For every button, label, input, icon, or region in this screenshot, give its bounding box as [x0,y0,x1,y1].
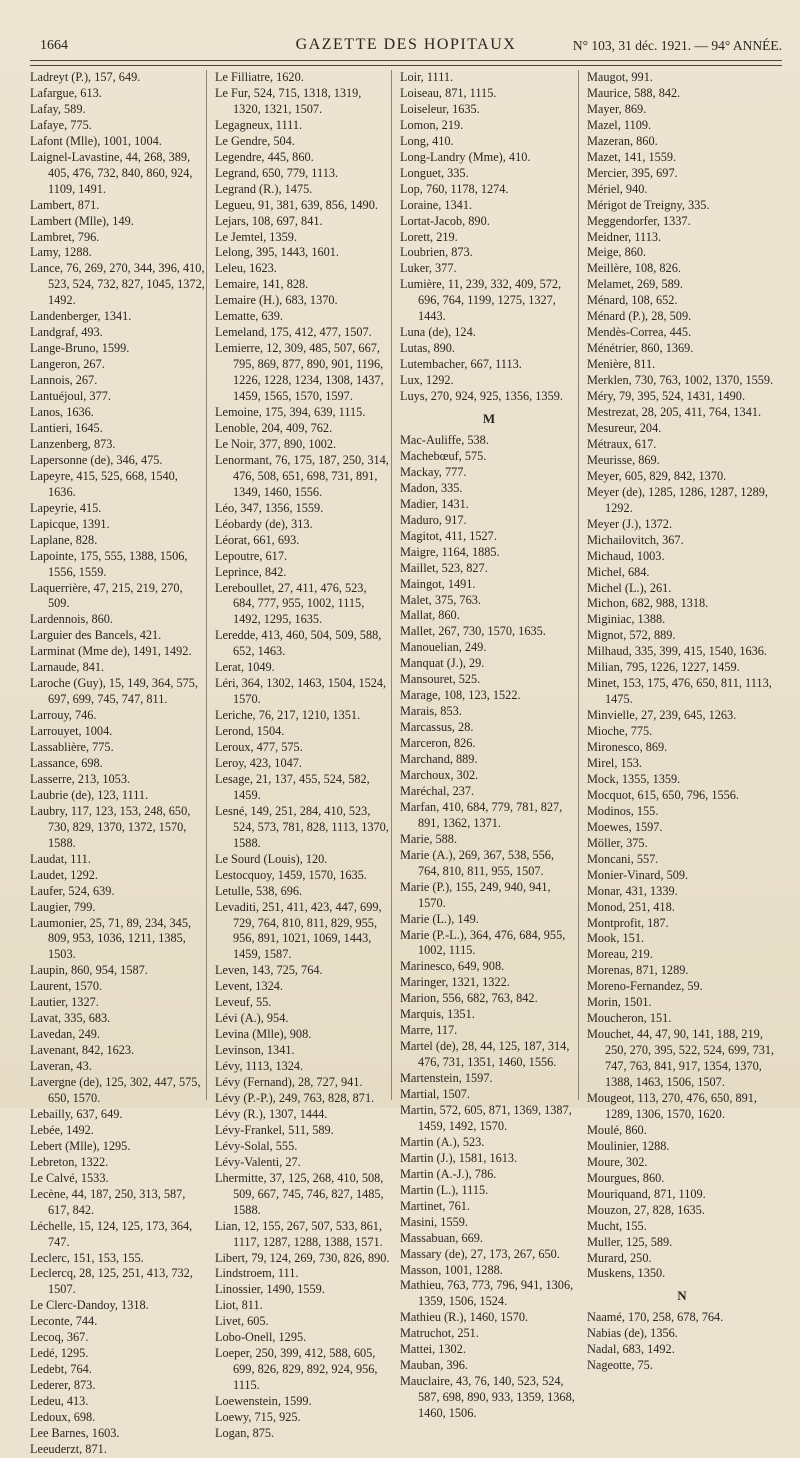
index-entry: Mac-Auliffe, 538. [400,432,489,447]
index-entry: Mériel, 940. [587,181,648,196]
index-entry: Martial, 1507. [400,1087,471,1102]
index-entry: Lévy, 1113, 1324. [215,1059,304,1074]
index-entry: Martin (A.-J.), 786. [400,1166,497,1181]
index-entry: Lereboullet, 27, 411, 476, 523, 684, 777, 955, 1002, 1115, 1492, 1295, 1635. [215,580,367,627]
index-entry: Möller, 375. [587,835,648,850]
index-entry: Lematte, 639. [215,309,283,324]
index-entry: Lebée, 1492. [30,1122,94,1137]
index-entry: Loubrien, 873. [400,245,473,260]
index-entry: Martin (L.), 1115. [400,1182,489,1197]
index-entry: Nabias (de), 1356. [587,1326,678,1341]
index-entry: Lebailly, 637, 649. [30,1106,123,1121]
index-entry: Ledoux, 698. [30,1410,96,1425]
index-column-3 [400,70,579,1421]
index-entry: Lévy-Valenti, 27. [215,1154,301,1169]
index-entry: Léobardy (de), 313. [215,516,313,531]
index-entry: Malet, 375, 763. [400,592,481,607]
index-entry: Marie (A.), 269, 367, 538, 556, 764, 810, 811, 955, 1507. [400,847,555,878]
section-letter: M [482,411,496,427]
index-entry: Meyer, 605, 829, 842, 1370. [587,468,727,483]
index-entry: Linossier, 1490, 1559. [215,1282,325,1297]
index-entry: Mattei, 1302. [400,1342,466,1357]
index-entry: Leprince, 842. [215,564,287,579]
index-entry: Legrand (R.), 1475. [215,181,313,196]
index-entry: Minvielle, 27, 239, 645, 1263. [587,708,737,723]
index-entry: Léri, 364, 1302, 1463, 1504, 1524, 1570. [215,676,387,707]
index-entry: Lavedan, 249. [30,1027,100,1042]
index-entry: Monod, 251, 418. [587,899,675,914]
index-entry: Martin, 572, 605, 871, 1369, 1387, 1459, 1492, 1570. [400,1103,572,1133]
index-entry: Lhermitte, 37, 125, 268, 410, 508, 509, 667, 745, 746, 827, 1485, 1588. [215,1170,384,1217]
index-entry: Mauban, 396. [400,1358,468,1373]
index-entry: Ledé, 1295. [30,1346,89,1361]
index-entry: Lobo-Onell, 1295. [215,1330,307,1345]
index-entry: Marais, 853. [400,704,462,719]
index-entry: Martin (J.), 1581, 1613. [400,1150,518,1165]
index-entry: Modinos, 155. [587,803,659,818]
index-entry: Mérigot de Treigny, 335. [587,197,710,212]
index-entry: Meyer (de), 1285, 1286, 1287, 1289, 1292. [587,484,769,515]
index-entry: Laurent, 1570. [30,979,103,994]
index-entry: Larnaude, 841. [30,660,105,675]
index-entry: Lemaire, 141, 828. [215,277,309,292]
index-entry: Legueu, 91, 381, 639, 856, 1490. [215,197,378,212]
index-entry: Marie (L.), 149. [400,911,479,926]
index-entry: Maigre, 1164, 1885. [400,544,500,559]
index-entry: Marie, 588. [400,831,458,846]
index-entry: Muller, 125, 589. [587,1234,673,1249]
index-entry: Ledebt, 764. [30,1362,92,1377]
index-entry: Laroche (Guy), 15, 149, 364, 575, 697, 699, 745, 747, 811. [30,676,199,707]
index-entry: Michaud, 1003. [587,548,665,563]
index-entry: Magitot, 411, 1527. [400,528,497,543]
index-entry: Menière, 811. [587,357,656,372]
index-entry: Lenoble, 204, 409, 762. [215,420,333,435]
index-entry: Lecène, 44, 187, 250, 313, 587, 617, 842. [30,1186,186,1217]
index-entry: Leroy, 423, 1047. [215,755,302,770]
index-entry: Laquerrière, 47, 215, 219, 270, 509. [30,580,183,611]
index-entry: Murard, 250. [587,1250,652,1265]
index-entry: Lavat, 335, 683. [30,1011,111,1026]
index-entry: Lapointe, 175, 555, 1388, 1506, 1556, 1559. [30,548,188,579]
index-entry: Leredde, 413, 460, 504, 509, 588, 652, 1463. [215,628,382,659]
index-entry: Luys, 270, 924, 925, 1356, 1359. [400,389,563,404]
issue-info: N° 103, 31 déc. 1921. — 94° ANNÉE. [572,38,782,53]
index-entry: Lévi (A.), 954. [215,1011,289,1026]
index-entry: Masson, 1001, 1288. [400,1262,503,1277]
index-entry: Lantuéjoul, 377. [30,389,111,404]
index-entry: Marchoux, 302. [400,767,479,782]
index-entry: Minet, 153, 175, 476, 650, 811, 1113, 1475. [587,676,772,707]
index-entry: Langeron, 267. [30,357,105,372]
index-entry: Lafay, 589. [30,101,86,116]
index-entry: Mackay, 777. [400,464,467,479]
index-entry: Leclerc, 151, 153, 155. [30,1250,144,1265]
index-entry: Mallat, 860. [400,608,460,623]
index-entry: Lévy-Frankel, 511, 589. [215,1122,334,1137]
index-entry: Meyer (J.), 1372. [587,516,673,531]
index-entry: Lambert (Mlle), 149. [30,213,134,228]
index-entry: Maurice, 588, 842. [587,85,681,100]
index-entry: Lenormant, 76, 175, 187, 250, 314, 476, 508, 651, 698, 731, 891, 1349, 1460, 1556. [215,452,389,499]
index-entry: Moreau, 219. [587,947,653,962]
index-entry: Leveuf, 55. [215,995,272,1010]
index-entry: Lemierre, 12, 309, 485, 507, 667, 795, 869, 877, 890, 901, 1196, 1226, 1228, 1234, 1308, 1437, 1459, 1565, 1570, 1597. [215,341,384,404]
index-entry: Libert, 79, 124, 269, 730, 826, 890. [215,1250,390,1265]
index-entry: Lejars, 108, 697, 841. [215,213,323,228]
index-entry: Lemaire (H.), 683, 1370. [215,293,338,308]
index-entry: Lafont (Mlle), 1001, 1004. [30,133,162,148]
index-entry: Larguier des Bancels, 421. [30,628,162,643]
index-entry: Lautier, 1327. [30,995,99,1010]
index-entry: Laplane, 828. [30,532,98,547]
index-entry: Laveran, 43. [30,1059,92,1074]
index-entry: Lutembacher, 667, 1113. [400,357,522,372]
index-entry: Lemoine, 175, 394, 639, 1115. [215,405,366,420]
index-entry: Landenberger, 1341. [30,309,132,324]
index-entry: Mirel, 153. [587,755,642,770]
index-entry: Long-Landry (Mme), 410. [400,149,531,164]
index-entry: Mesureur, 204. [587,420,662,435]
index-entry: Lassance, 698. [30,755,103,770]
index-entry: Legendre, 445, 860. [215,149,314,164]
index-entry: Larminat (Mme de), 1491, 1492. [30,644,192,659]
index-entry: Marie (P.-L.), 364, 476, 684, 955, 1002, 1115. [400,927,566,958]
index-entry: Mougeot, 113, 270, 476, 650, 891, 1289, 1306, 1570, 1620. [587,1091,757,1121]
index-entry: Laubry, 117, 123, 153, 248, 650, 730, 829, 1370, 1372, 1570, 1588. [30,803,191,850]
index-entry: Mauclaire, 43, 76, 140, 523, 524, 587, 698, 890, 933, 1359, 1368, 1460, 1506. [400,1374,575,1421]
index-entry: Loiseau, 871, 1115. [400,85,497,100]
index-entry: Martenstein, 1597. [400,1071,493,1086]
index-entry: Naamé, 170, 258, 678, 764. [587,1310,724,1325]
index-entry: Mallet, 267, 730, 1570, 1635. [400,624,546,639]
index-entry: Mocquot, 615, 650, 796, 1556. [587,787,739,802]
index-entry: Letulle, 538, 696. [215,883,303,898]
index-entry: Laugier, 799. [30,899,96,914]
index-entry: Marcassus, 28. [400,720,474,735]
index-entry: Laudet, 1292. [30,867,98,882]
index-entry: Legrand, 650, 779, 1113. [215,165,339,180]
index-entry: Miginiac, 1388. [587,612,666,627]
index-entry: Lorett, 219. [400,229,458,244]
index-entry: Moulé, 860. [587,1122,647,1137]
index-entry: Marie (P.), 155, 249, 940, 941, 1570. [400,879,551,910]
index-entry: Mironesco, 869. [587,740,668,755]
index-entry: Lee Barnes, 1603. [30,1426,120,1441]
index-entry: Lepoutre, 617. [215,548,288,563]
index-entry: Logan, 875. [215,1426,275,1441]
index-entry: Méry, 79, 395, 524, 1431, 1490. [587,389,746,404]
index-entry: Laufer, 524, 639. [30,883,115,898]
index-entry: Martinet, 761. [400,1198,471,1213]
index-entry: Léorat, 661, 693. [215,532,300,547]
index-entry: Landgraf, 493. [30,325,103,340]
index-entry: Martin (A.), 523. [400,1134,485,1149]
index-entry: Martel (de), 28, 44, 125, 187, 314, 476, 731, 1351, 1460, 1556. [400,1039,570,1070]
index-entry: Marion, 556, 682, 763, 842. [400,991,538,1006]
index-entry: Marceron, 826. [400,736,476,751]
index-entry: Maillet, 523, 827. [400,560,488,575]
index-entry: Meurisse, 869. [587,452,660,467]
index-entry: Le Gendre, 504. [215,133,295,148]
index-entry: Le Clerc-Dandoy, 1318. [30,1298,149,1313]
index-entry: Lasserre, 213, 1053. [30,771,131,786]
index-entry: Lamy, 1288. [30,245,92,260]
index-entry: Moure, 302. [587,1154,648,1169]
index-entry: Lindstroem, 111. [215,1266,299,1281]
index-entry: Legagneux, 1111. [215,117,303,132]
index-entry: Morenas, 871, 1289. [587,963,689,978]
index-entry: Léchelle, 15, 124, 125, 173, 364, 747. [30,1218,193,1249]
index-entry: Lange-Bruno, 1599. [30,341,130,356]
index-entry: Moucheron, 151. [587,1011,672,1026]
index-entry: Mouriquand, 871, 1109. [587,1186,706,1201]
index-entry: Lemeland, 175, 412, 477, 1507. [215,325,372,340]
index-entry: Levent, 1324. [215,979,283,994]
index-entry: Lian, 12, 155, 267, 507, 533, 861, 1117, 1287, 1288, 1388, 1571. [215,1218,383,1249]
index-entry: Lambert, 871. [30,197,100,212]
index-entry: Laudat, 111. [30,851,91,866]
index-entry: Liot, 811. [215,1298,263,1313]
index-entry: Lestocquoy, 1459, 1570, 1635. [215,867,367,882]
index-entry: Laubrie (de), 123, 1111. [30,787,149,802]
index-entry: Melamet, 269, 589. [587,277,683,292]
index-entry: Maingot, 1491. [400,576,476,591]
index-entry: Loeper, 250, 399, 412, 588, 605, 699, 826, 829, 892, 924, 956, 1115. [215,1346,378,1393]
index-entry: Morin, 1501. [587,995,652,1010]
index-entry: Mouzon, 27, 828, 1635. [587,1202,705,1217]
index-entry: Lévy (P.-P.), 249, 763, 828, 871. [215,1091,375,1105]
index-entry: Laignel-Lavastine, 44, 268, 389, 405, 476, 732, 840, 860, 924, 1109, 1491. [30,149,193,196]
index-entry: Milian, 795, 1226, 1227, 1459. [587,660,740,675]
index-entry: Le Calvé, 1533. [30,1170,109,1185]
index-entry: Loewy, 715, 925. [215,1410,301,1425]
index-entry: Maugot, 991. [587,70,653,84]
index-entry: Loiseleur, 1635. [400,101,480,116]
index-entry: Long, 410. [400,133,454,148]
index-entry: Leven, 143, 725, 764. [215,963,323,978]
index-entry: Mercier, 395, 697. [587,165,678,180]
index-entry: Lanzenberg, 873. [30,436,116,451]
index-entry: Michel, 684. [587,564,650,579]
index-entry: Mestrezat, 28, 205, 411, 764, 1341. [587,405,762,420]
index-entry: Maringer, 1321, 1322. [400,975,510,990]
page-header [30,36,782,60]
index-entry: Luker, 377. [400,261,457,276]
index-entry: Muskens, 1350. [587,1266,666,1281]
index-entry: Lafaye, 775. [30,117,92,132]
index-entry: Meidner, 1113. [587,229,662,244]
index-entry: Lebert (Mlle), 1295. [30,1138,131,1153]
index-entry: Mouchet, 44, 47, 90, 141, 188, 219, 250, 270, 395, 522, 524, 699, 731, 747, 763, 841, 917, 1354, 1370, 1388, 1463, 1506, 1507. [587,1027,775,1090]
index-entry: Monar, 431, 1339. [587,883,678,898]
index-entry: Machebœuf, 575. [400,448,487,463]
index-entry: Moulinier, 1288. [587,1138,670,1153]
index-entry: Mayer, 869. [587,101,647,116]
index-column-2 [215,70,392,1441]
index-entry: Laupin, 860, 954, 1587. [30,963,148,978]
index-entry: Leconte, 744. [30,1314,98,1329]
index-entry: Lebreton, 1322. [30,1154,109,1169]
index-entry: Lux, 1292. [400,373,454,388]
index-column-1 [30,70,207,1456]
index-entry: Larrouyet, 1004. [30,724,113,739]
index-entry: Larrouy, 746. [30,708,97,723]
index-entry: Moncani, 557. [587,851,659,866]
index-entry: Merklen, 730, 763, 1002, 1370, 1559. [587,373,774,388]
index-entry: Longuet, 335. [400,165,469,180]
index-entry: Milhaud, 335, 399, 415, 1540, 1636. [587,644,768,659]
index-entry: Mazet, 141, 1559. [587,149,677,164]
index-entry: Manouelian, 249. [400,640,487,655]
index-entry: Lutas, 890. [400,341,455,356]
index-entry: Le Noir, 377, 890, 1002. [215,436,337,451]
index-entry: Loir, 1111. [400,70,454,84]
index-entry: Moreno-Fernandez, 59. [587,979,703,994]
index-entry: Mook, 151. [587,931,645,946]
index-entry: Madier, 1431. [400,496,469,511]
index-entry: Le Fur, 524, 715, 1318, 1319, 1320, 1321, 1507. [215,85,362,116]
index-entry: Lerond, 1504. [215,724,285,739]
index-entry: Loewenstein, 1599. [215,1394,312,1409]
index-columns [30,70,790,1456]
index-entry: Lannois, 267. [30,373,98,388]
index-entry: Lévy (R.), 1307, 1444. [215,1106,328,1121]
index-entry: Leeuderzt, 871. [30,1441,107,1456]
index-entry: Mansouret, 525. [400,672,481,687]
index-entry: Laumonier, 25, 71, 89, 234, 345, 809, 953, 1036, 1211, 1385, 1503. [30,915,192,962]
index-column-4 [587,70,777,1373]
index-entry: Luna (de), 124. [400,325,476,340]
index-entry: Ménétrier, 860, 1369. [587,341,694,356]
index-entry: Leriche, 76, 217, 1210, 1351. [215,708,361,723]
header-rule [30,60,782,66]
index-entry: Masini, 1559. [400,1214,468,1229]
index-entry: Levinson, 1341. [215,1043,295,1058]
index-entry: Lassablière, 775. [30,740,114,755]
index-entry: Lambret, 796. [30,229,100,244]
index-entry: Massabuan, 669. [400,1230,483,1245]
index-entry: Lavenant, 842, 1623. [30,1043,135,1058]
page-number: 1664 [40,38,68,53]
index-entry: Meige, 860. [587,245,647,260]
index-entry: Léo, 347, 1356, 1559. [215,500,324,515]
index-entry: Loraine, 1341. [400,197,473,212]
index-entry: Mignot, 572, 889. [587,628,676,643]
index-entry: Lumière, 11, 239, 332, 409, 572, 696, 764, 1199, 1275, 1327, 1443. [400,277,562,324]
index-entry: Michon, 682, 988, 1318. [587,596,709,611]
index-entry: Levina (Mlle), 908. [215,1027,312,1042]
index-entry: Lantieri, 1645. [30,420,103,435]
index-entry: Lance, 76, 269, 270, 344, 396, 410, 523, 524, 732, 827, 1045, 1372, 1492. [30,261,205,308]
index-entry: Mock, 1355, 1359. [587,771,681,786]
index-entry: Lapersonne (de), 346, 475. [30,452,163,467]
index-entry: Lesné, 149, 251, 284, 410, 523, 524, 573, 781, 828, 1113, 1370, 1588. [215,803,389,850]
index-entry: Lévy-Solal, 555. [215,1138,298,1153]
index-entry: Nadal, 683, 1492. [587,1342,675,1357]
index-entry: Lesage, 21, 137, 455, 524, 582, 1459. [215,771,370,802]
index-entry: Livet, 605. [215,1314,269,1329]
index-entry: Leclercq, 28, 125, 251, 413, 732, 1507. [30,1266,193,1297]
index-entry: Lapeyre, 415, 525, 668, 1540, 1636. [30,468,178,499]
index-entry: Michailovitch, 367. [587,532,684,547]
index-entry: Maréchal, 237. [400,783,475,798]
index-entry: Marfan, 410, 684, 779, 781, 827, 891, 1362, 1371. [400,799,563,830]
index-entry: Lévy (Fernand), 28, 727, 941. [215,1075,363,1090]
index-entry: Massary (de), 27, 173, 267, 650. [400,1246,560,1261]
index-entry: Mourgues, 860. [587,1170,665,1185]
index-entry: Le Sourd (Louis), 120. [215,851,328,866]
index-entry: Le Filliatre, 1620. [215,70,304,84]
index-entry: Lerat, 1049. [215,660,275,675]
index-entry: Meillère, 108, 826. [587,261,681,276]
index-entry: Nageotte, 75. [587,1358,653,1373]
index-entry: Mathieu (R.), 1460, 1570. [400,1310,529,1325]
index-entry: Moewes, 1597. [587,819,663,834]
index-entry: Ladreyt (P.), 157, 649. [30,70,141,84]
index-entry: Métraux, 617. [587,436,657,451]
index-entry: Mazel, 1109. [587,117,652,132]
index-entry: Monier-Vinard, 509. [587,867,689,882]
index-entry: Marquis, 1351. [400,1007,475,1022]
index-entry: Montprofit, 187. [587,915,669,930]
index-entry: Lecoq, 367. [30,1330,89,1345]
index-entry: Meggendorfer, 1337. [587,213,691,228]
index-entry: Leroux, 477, 575. [215,740,303,755]
index-entry: Marinesco, 649, 908. [400,959,505,974]
index-entry: Madon, 335. [400,480,463,495]
index-entry: Mucht, 155. [587,1218,647,1233]
index-entry: Marre, 117. [400,1023,458,1038]
index-entry: Mioche, 775. [587,724,653,739]
index-entry: Lapeyrie, 415. [30,500,102,515]
section-letter: N [677,1288,687,1304]
index-entry: Lapicque, 1391. [30,516,110,531]
index-entry: Lop, 760, 1178, 1274. [400,181,509,196]
index-entry: Lavergne (de), 125, 302, 447, 575, 650, 1570. [30,1075,201,1105]
index-entry: Ledeu, 413. [30,1394,89,1409]
index-entry: Lelong, 395, 1443, 1601. [215,245,339,260]
index-entry: Lomon, 219. [400,117,464,132]
index-entry: Matruchot, 251. [400,1326,479,1341]
journal-title: GAZETTE DES HOPITAUX [295,36,517,53]
index-entry: Lortat-Jacob, 890. [400,213,490,228]
index-entry: Lafargue, 613. [30,85,102,100]
index-entry: Lardennois, 860. [30,612,113,627]
index-entry: Mendès-Correa, 445. [587,325,692,340]
index-entry: Lanos, 1636. [30,405,94,420]
index-entry: Michel (L.), 261. [587,580,672,595]
index-entry: Marage, 108, 123, 1522. [400,688,521,703]
index-entry: Le Jemtel, 1359. [215,229,297,244]
index-entry: Lederer, 873. [30,1378,96,1393]
index-entry: Marchand, 889. [400,752,478,767]
index-entry: Ménard (P.), 28, 509. [587,309,692,324]
index-entry: Mazeran, 860. [587,133,658,148]
index-entry: Levaditi, 251, 411, 423, 447, 699, 729, 764, 810, 811, 829, 955, 956, 891, 1021, 1069, 1443, 1459, 1587. [215,899,382,962]
index-entry: Mathieu, 763, 773, 796, 941, 1306, 1359, 1506, 1524. [400,1278,574,1309]
index-entry: Manquat (J.), 29. [400,656,485,671]
index-entry: Maduro, 917. [400,512,467,527]
index-entry: Leleu, 1623. [215,261,277,276]
index-entry: Ménard, 108, 652. [587,293,678,308]
